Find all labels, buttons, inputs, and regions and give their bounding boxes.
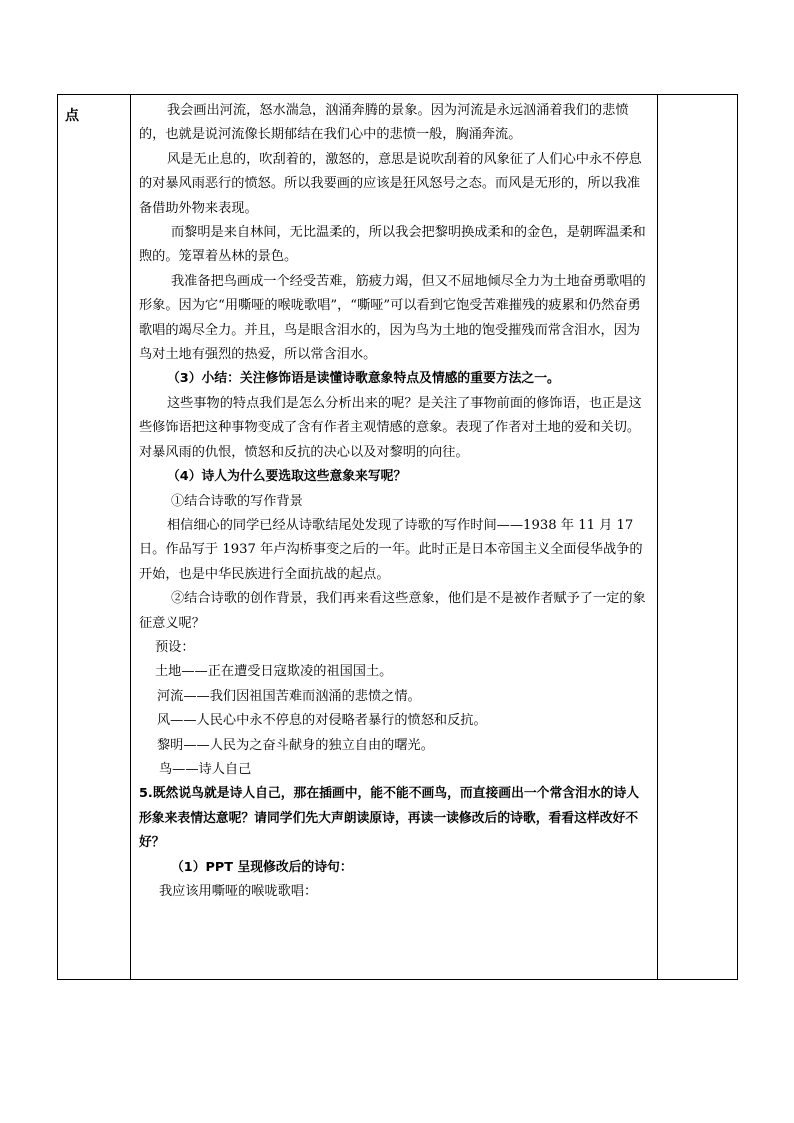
- list-item: 风——人民心中永不停息的对侵略者暴行的愤怒和反抗。: [157, 713, 487, 729]
- paragraph: 我会画出河流，怒水湍急，汹涌奔腾的景象。因为河流是永远汹涌着我们的悲愤的，也就是说河流像长期郁结在我们心中的悲愤一般，胸涌奔流。: [139, 103, 629, 143]
- paragraph: ②结合诗歌的创作背景，我们再来看这些意象，他们是不是被作者赋予了一定的象征意义呢？: [139, 591, 646, 631]
- paragraph: 我准备把鸟画成一个经受苦难，筋疲力竭，但又不屈地倾尽全力为土地奋勇歌唱的形象。因为它“用嘶哑的喉咙歌唱”，“嘶哑”可以看到它饱受苦难摧残的疲累和仍然奋勇歌唱的竭尽全力。并且，鸟是眼含泪水的，因为鸟为土地的饱受摧残而常含泪水，因为鸟对土地有强烈的热爱，所以常含泪水。: [139, 273, 646, 363]
- paragraph: ①结合诗歌的写作背景: [171, 493, 303, 509]
- paragraph: 这些事物的特点我们是怎么分析出来的呢？是关注了事物前面的修饰语，也正是这些修饰语把这种事物变成了含有作者主观情感的意象。表现了作者对土地的爱和关切。对暴风雨的仇恨，愤怒和反抗的决心以及对黎明的向往。: [139, 395, 642, 460]
- list-item: 鸟——诗人自己: [159, 761, 252, 777]
- list-item: 河流——我们因祖国苦难而汹涌的悲愤之情。: [157, 688, 421, 704]
- question-heading: 5.既然说鸟就是诗人自己，那在插画中，能不能不画鸟，而直接画出一个常含泪水的诗人形象来表情达意呢？请同学们先大声朗读原诗，再读一读修改后的诗歌，看看这样改好不好？: [139, 786, 640, 851]
- summary-heading: （3）小结：关注修饰语是读懂诗歌意象特点及情感的重要方法之一。: [167, 371, 560, 387]
- column-divider: [657, 95, 658, 979]
- list-item: 土地——正在遭受日寇欺凌的祖国国土。: [155, 664, 393, 680]
- sub-heading: （1）PPT 呈现修改后的诗句：: [171, 859, 353, 875]
- paragraph: 风是无止息的，吹刮着的，激怒的，意思是说吹刮着的风象征了人们心中永不停息的对暴风雨恶行的愤怒。所以我要画的应该是狂风怒号之态。而风是无形的，所以我准备借助外物来表现。: [139, 151, 642, 216]
- lesson-table: [57, 94, 738, 980]
- list-item: 黎明——人民为之奋斗献身的独立自由的曙光。: [157, 737, 434, 753]
- paragraph: 相信细心的同学已经从诗歌结尾处发现了诗歌的写作时间——1938 年 11 月 17 日。作品写于 1937 年卢沟桥事变之后的一年。此时正是日本帝国主义全面侵华战争的开始，也是中华民族进行全面抗战的起点。: [139, 517, 643, 582]
- section-label: 点: [65, 108, 79, 124]
- question-heading: （4）诗人为什么要选取这些意象来写呢？: [167, 469, 407, 485]
- lesson-content: [139, 99, 649, 904]
- column-divider: [130, 95, 131, 979]
- paragraph: 而黎明是来自林间，无比温柔的，所以我会把黎明换成柔和的金色，是朝晖温柔和煦的。笼罩着丛林的景色。: [139, 225, 646, 265]
- paragraph: 预设：: [155, 639, 195, 655]
- poem-line: 我应该用嘶哑的喉咙歌唱：: [159, 884, 318, 899]
